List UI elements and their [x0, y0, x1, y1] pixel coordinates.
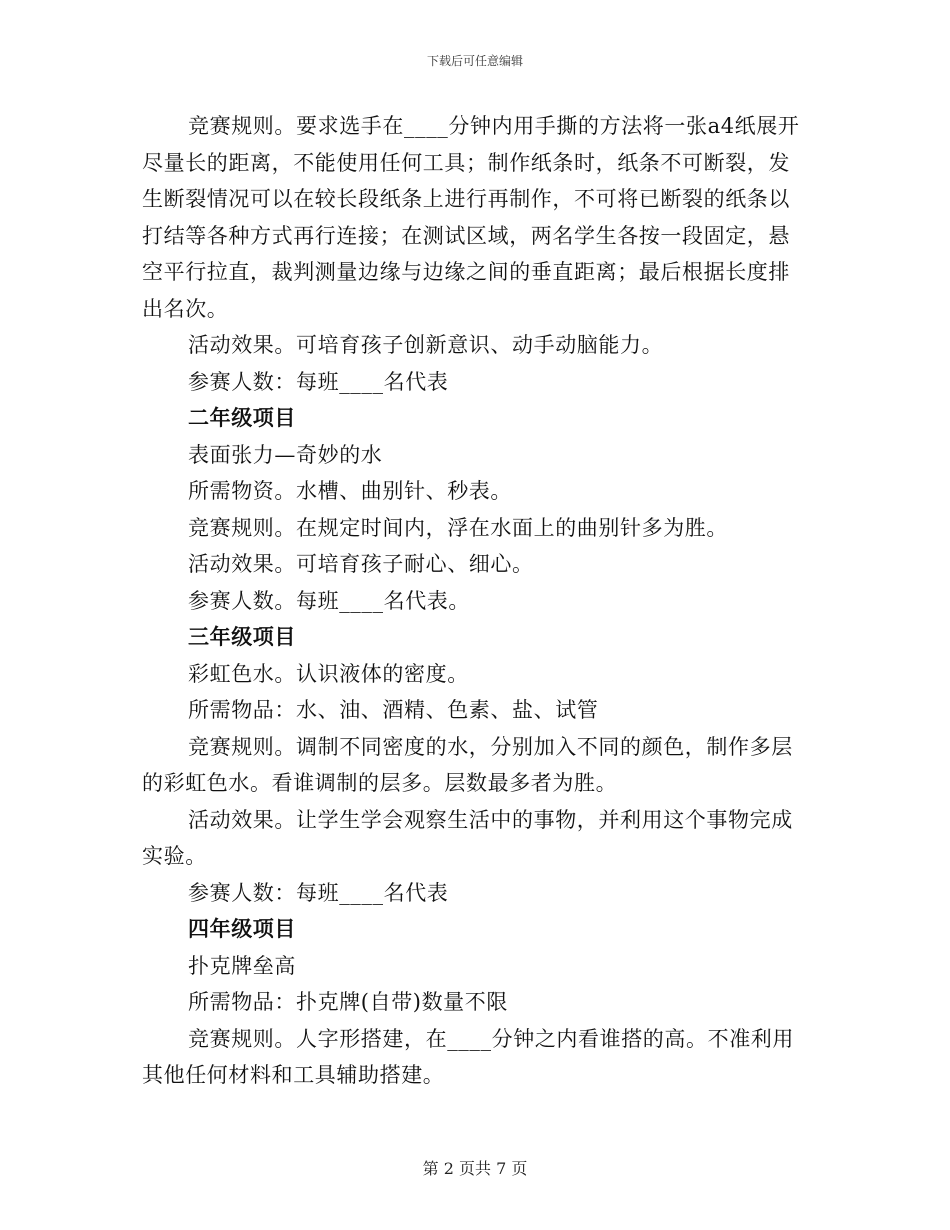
paragraph-rules-grade4: 竞赛规则。人字形搭建，在____分钟之内看谁搭的高。不准利用其他任何材料和工具辅助搭建。 — [142, 1026, 794, 1087]
paragraph-rules-grade2: 竞赛规则。在规定时间内，浮在水面上的曲别针多为胜。 — [188, 515, 728, 540]
paragraph-materials-grade2: 所需物资。水槽、曲别针、秒表。 — [188, 479, 512, 503]
paragraph-effect-grade3: 活动效果。让学生学会观察生活中的事物，并利用这个事物完成实验。 — [142, 807, 793, 868]
paragraph-participants-grade2: 参赛人数。每班____名代表。 — [188, 588, 470, 613]
page-header: 下载后可任意编辑 — [426, 54, 523, 68]
heading-grade3: 三年级项目 — [188, 624, 296, 649]
paragraph-title-grade2: 表面张力—奇妙的水 — [188, 442, 383, 467]
document-body — [142, 108, 800, 1094]
paragraph-effect-grade1: 活动效果。可培育孩子创新意识、动手动脑能力。 — [188, 333, 664, 357]
paragraph-rules-grade1: 竞赛规则。要求选手在____分钟内用手撕的方法将一张a4纸展开尽量长的距离，不能使用任何工具；制作纸条时，纸条不可断裂，发生断裂情况可以在较长段纸条上进行再制作，不可将已断裂的纸条以打结等各种方式再行连接；在测试区域，两名学生各按一段固定，悬空平行拉直，裁判测量边缘与边缘之间的垂直距离；最后根据长度排出名次。 — [142, 114, 800, 321]
paragraph-participants-grade3: 参赛人数：每班____名代表 — [188, 880, 449, 905]
paragraph-materials-grade4: 所需物品：扑克牌(自带)数量不限 — [188, 990, 508, 1014]
paragraph-effect-grade2: 活动效果。可培育孩子耐心、细心。 — [188, 552, 534, 576]
paragraph-materials-grade3: 所需物品：水、油、酒精、色素、盐、试管 — [188, 698, 599, 722]
paragraph-title-grade3: 彩虹色水。认识液体的密度。 — [188, 661, 469, 686]
paragraph-participants-grade1: 参赛人数：每班____名代表 — [188, 369, 449, 394]
paragraph-title-grade4: 扑克牌垒高 — [188, 953, 296, 978]
heading-grade4: 四年级项目 — [188, 916, 296, 941]
heading-grade2: 二年级项目 — [188, 405, 296, 430]
page-footer: 第 2 页共 7 页 — [422, 1159, 528, 1178]
paragraph-rules-grade3: 竞赛规则。调制不同密度的水，分别加入不同的颜色，制作多层的彩虹色水。看谁调制的层多。层数最多者为胜。 — [142, 734, 793, 795]
